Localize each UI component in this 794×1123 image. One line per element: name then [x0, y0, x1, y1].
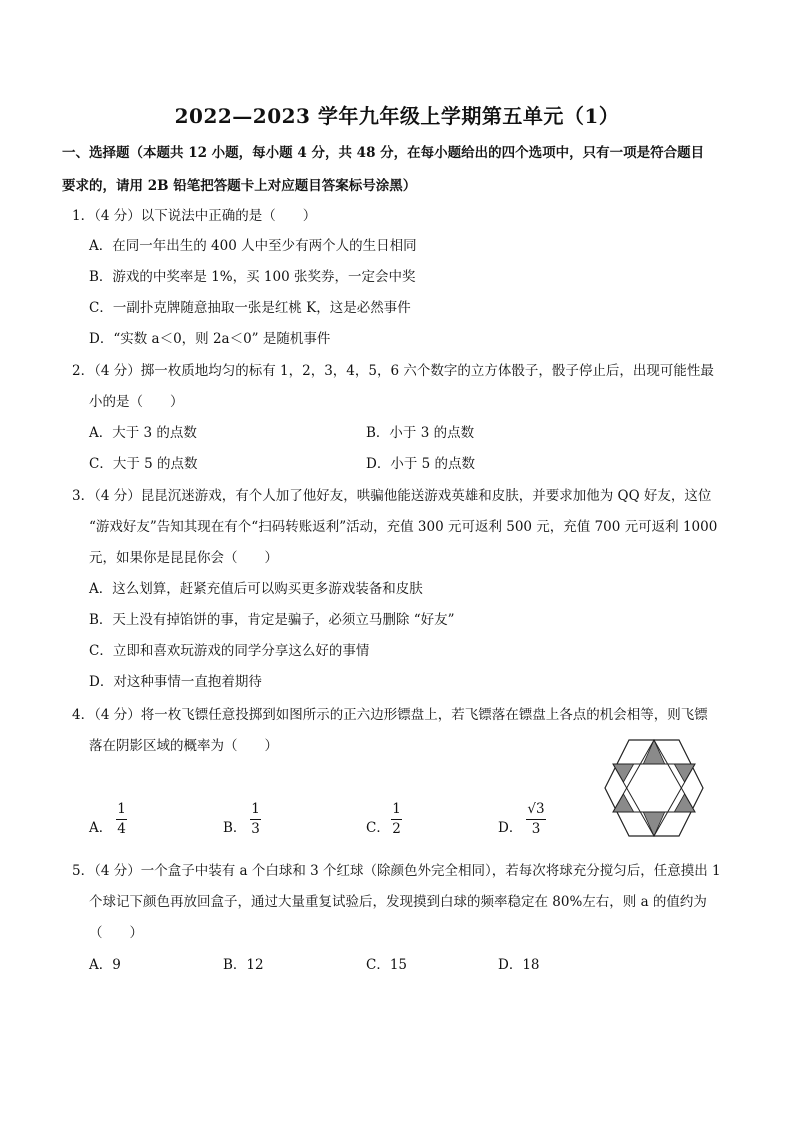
q3-option-a: A．这么划算，赶紧充值后可以购买更多游戏装备和皮肤: [89, 581, 423, 597]
q1-option-b: B．游戏的中奖率是 1%，买 100 张奖券，一定会中奖: [89, 269, 416, 285]
q4-option-c-denominator: 2: [392, 821, 401, 837]
q4-option-a-fraction: [116, 802, 127, 837]
q4-option-b-numerator: 1: [251, 801, 260, 817]
q1-option-a: A．在同一年出生的 400 人中至少有两个人的生日相同: [89, 238, 417, 254]
q3-option-c: C．立即和喜欢玩游戏的同学分享这么好的事情: [89, 643, 370, 659]
fraction-bar: [526, 819, 546, 820]
q4-option-d-numerator: √3: [527, 801, 545, 817]
q4-stem-line2: 落在阴影区域的概率为（ ）: [89, 738, 278, 754]
q4-option-d-denominator: 3: [531, 821, 541, 837]
fraction-bar: [116, 819, 127, 820]
q1-stem: 1．（4 分）以下说法中正确的是（ ）: [72, 208, 317, 224]
q1-option-c: C．一副扑克牌随意抽取一张是红桃 K，这是必然事件: [89, 300, 411, 316]
q5-stem-line3: （ ）: [89, 925, 143, 941]
q4-stem-line1: 4．（4 分）将一枚飞镖任意投掷到如图所示的正六边形镖盘上，若飞镖落在镖盘上各点的机会相等，则飞镖: [72, 707, 708, 723]
q4-option-d-fraction: [526, 802, 546, 837]
q2-option-c: C．大于 5 的点数: [89, 456, 198, 472]
hexagon-dartboard-figure: [603, 737, 705, 839]
page-title: 2022—2023 学年九年级上学期第五单元（1）: [174, 104, 620, 128]
q3-option-b: B．天上没有掉馅饼的事，肯定是骗子，必须立马删除 “好友”: [89, 612, 455, 628]
q3-option-d: D．对这种事情一直抱着期待: [89, 674, 262, 690]
q1-option-d: D．“实数 a＜0，则 2a＜0” 是随机事件: [89, 331, 331, 347]
q4-option-a-denominator: 4: [117, 821, 126, 837]
q2-option-a: A．大于 3 的点数: [89, 425, 197, 441]
q5-stem-line1: 5．（4 分）一个盒子中装有 a 个白球和 3 个红球（除颜色外完全相同），若每次将球充分搅匀后，任意摸出 1: [72, 863, 721, 879]
q3-stem-line3: 元，如果你是昆昆你会（ ）: [89, 550, 278, 566]
section-heading-line2: 要求的，请用 2B 铅笔把答题卡上对应题目答案标号涂黑）: [62, 178, 417, 194]
section-heading-line1: 一、选择题（本题共 12 小题，每小题 4 分，共 48 分，在每小题给出的四个选项中，只有一项是符合题目: [62, 145, 705, 161]
q4-option-c-label: C．: [366, 820, 390, 836]
q5-option-d: D．18: [498, 957, 540, 973]
q2-option-d: D．小于 5 的点数: [366, 456, 475, 472]
q4-option-c-fraction: [391, 802, 402, 837]
q4-option-c-numerator: 1: [392, 801, 401, 817]
q4-option-b-fraction: [250, 802, 261, 837]
q4-option-b-denominator: 3: [251, 821, 260, 837]
q4-option-a-numerator: 1: [117, 801, 126, 817]
q4-option-a-label: A．: [89, 820, 113, 836]
q5-stem-line2: 个球记下颜色再放回盒子，通过大量重复试验后，发现摸到白球的频率稳定在 80%左右，则 a 的值约为: [89, 894, 707, 910]
q4-option-d-label: D．: [498, 820, 523, 836]
q5-option-a: A．9: [89, 957, 121, 973]
fraction-bar: [250, 819, 261, 820]
q3-stem-line2: “游戏好友”告知其现在有个“扫码转账返利”活动，充值 300 元可返利 500 元，充值 700 元可返利 1000: [89, 519, 718, 535]
q2-stem-line2: 小的是（ ）: [89, 394, 184, 410]
q2-stem-line1: 2．（4 分）掷一枚质地均匀的标有 1，2，3，4，5，6 六个数字的立方体骰子，骰子停止后，出现可能性最: [72, 363, 714, 379]
q3-stem-line1: 3．（4 分）昆昆沉迷游戏，有个人加了他好友，哄骗他能送游戏英雄和皮肤，并要求加他为 QQ 好友，这位: [72, 488, 712, 504]
q5-option-b: B．12: [223, 957, 264, 973]
q2-option-b: B．小于 3 的点数: [366, 425, 475, 441]
q5-option-c: C．15: [366, 957, 408, 973]
q4-option-b-label: B．: [223, 820, 247, 836]
fraction-bar: [391, 819, 402, 820]
